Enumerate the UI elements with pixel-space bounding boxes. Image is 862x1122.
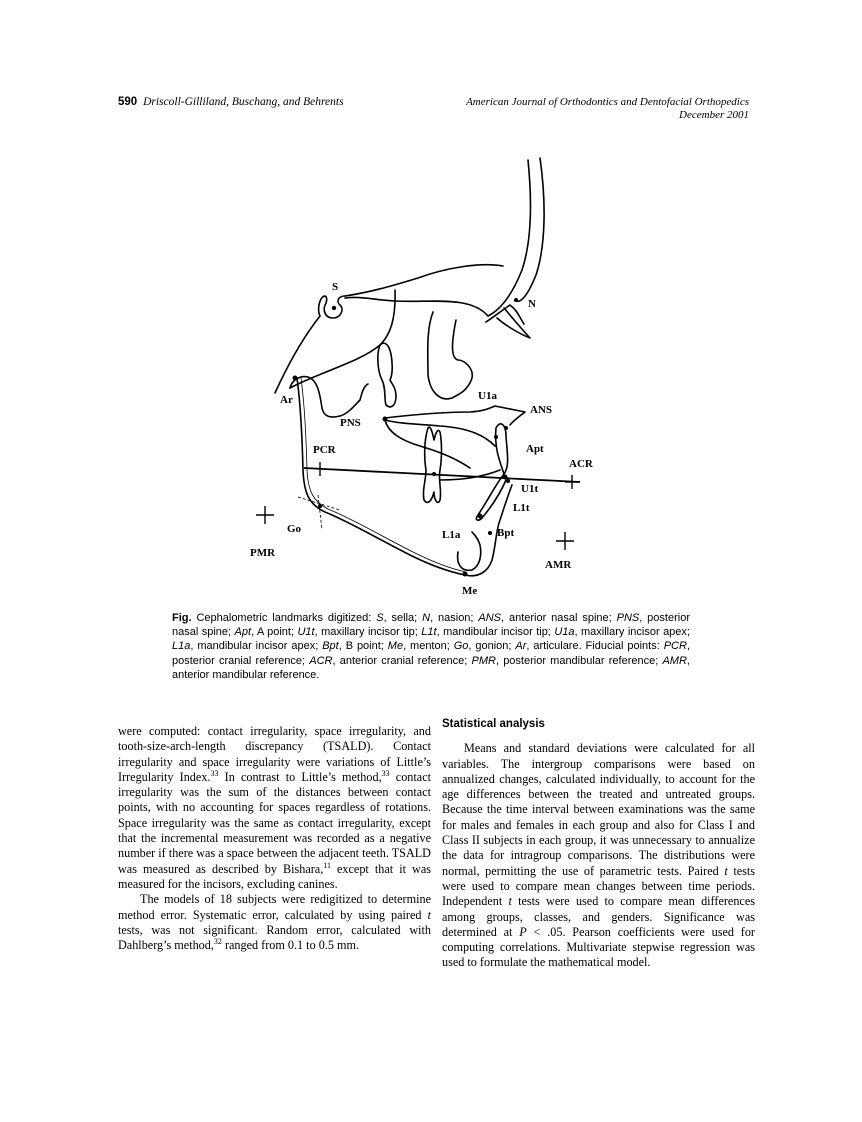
- label-S: S: [332, 281, 339, 293]
- paragraph: Means and standard deviations were calculated for all variables. The intergroup comparisons were based on annualized changes, calculated individually, to account for the age differences between the treated and untreated groups. Because the time interval between examinations was the same for males and females in each group and also for Class I and Class II subjects in each group, it was unnecessary to annualize the data for intragroup comparisons. The distributions were normal, permitting the use of parametric tests. Paired t tests were used to compare mean changes between time periods. Independent t tests were used to compare mean differences among groups, classes, and genders. Significance was determined at P < .05. Pearson coefficients were used for computing correlations. Multivariate stepwise regression was used to formulate the mathematical model.: [442, 741, 755, 970]
- label-ANS: ANS: [530, 404, 553, 416]
- label-L1t: L1t: [513, 502, 530, 514]
- author-list: Driscoll-Gilliland, Buschang, and Behrents: [143, 96, 344, 108]
- left-column: [118, 724, 431, 953]
- caption-abbrev: L1t: [421, 626, 437, 639]
- label-PCR: PCR: [313, 444, 336, 456]
- right-column: [442, 718, 755, 971]
- caption-abbrev: ACR: [309, 654, 333, 667]
- caption-abbrev: N: [422, 612, 431, 624]
- caption-abbrev: U1a: [554, 626, 575, 639]
- caption-abbrev: Apt: [234, 626, 252, 639]
- caption-abbrev: U1t: [297, 626, 315, 639]
- caption-abbrev: ANS: [478, 612, 502, 624]
- label-PNS: PNS: [340, 417, 361, 429]
- caption-abbrev: PCR: [663, 640, 687, 653]
- citation: 32: [213, 937, 222, 947]
- label-Ar: Ar: [280, 394, 293, 406]
- caption-abbrev: Bpt: [322, 640, 339, 653]
- figure-caption: [172, 611, 690, 682]
- caption-definitions: S, sella; N, nasion; ANS, anterior nasal spine; PNS, posterior nasal spine; Apt, A point; U1t, maxillary incisor tip; L1t, mandibular incisor tip; U1a, maxillary incisor apex; L1a, mandibular incisor apex; Bpt, B point; Me, menton; Go, gonion; Ar, articulare. Fiducial points: PCR, posterior cranial reference; ACR, anterior cranial reference; PMR, posterior mandibular reference; AMR, anterior mandibular reference.: [172, 612, 690, 681]
- citation: 33: [381, 768, 390, 778]
- label-Go: Go: [287, 523, 302, 535]
- label-U1a: U1a: [478, 390, 497, 402]
- caption-abbrev: L1a: [172, 640, 191, 653]
- page-number: 590: [118, 96, 138, 108]
- caption-abbrev: Me: [387, 640, 404, 653]
- journal-title: American Journal of Orthodontics and Dentofacial Orthopedics: [466, 96, 749, 108]
- caption-lead: Fig.: [172, 612, 192, 624]
- caption-abbrev: AMR: [662, 654, 687, 667]
- citation: 33: [210, 768, 219, 778]
- paragraph: were computed: contact irregularity, space irregularity, and tooth-size-arch-length discrepancy (TSALD). Contact irregularity and space irregularity were variations of Little’s Irregularity Index.$^{33}$ In contrast to Little’s method,$^{33}$ contact irregularity was the sum of the distances between contact points, with no accounting for spaces regardless of rotations. Space irregularity was the same as contact irregularity, except that the incremental measurement was recorded as a negative number if there was a space between the adjacent teeth. TSALD was measured as described by Bishara,$^{11}$ except that it was measured for the incisors, excluding canines.: [118, 724, 431, 891]
- label-Me: Me: [462, 585, 478, 597]
- caption-intro: Cephalometric landmarks digitized:: [191, 612, 377, 624]
- caption-abbrev: PNS: [616, 612, 640, 624]
- paragraph: The models of 18 subjects were redigitized to determine method error. Systematic error, calculated by using paired t tests, was not significant. Random error, calculated with Dahlberg’s method,$^{32}$ ranged from 0.1 to 0.5 mm.: [118, 892, 431, 953]
- caption-abbrev: Ar: [515, 640, 527, 653]
- label-AMR: AMR: [545, 559, 572, 571]
- label-Bpt: Bpt: [497, 527, 515, 539]
- label-N: N: [528, 298, 536, 310]
- label-ACR: ACR: [569, 458, 593, 470]
- issue-date: December 2001: [679, 109, 749, 121]
- caption-abbrev: Go: [453, 640, 469, 653]
- citation: 11: [323, 860, 331, 870]
- section-heading: Statistical analysis: [442, 718, 545, 730]
- caption-abbrev: PMR: [471, 654, 496, 667]
- label-PMR: PMR: [250, 547, 276, 559]
- label-Apt: Apt: [526, 443, 544, 455]
- label-L1a: L1a: [442, 529, 461, 541]
- caption-abbrev: S: [376, 612, 384, 624]
- label-U1t: U1t: [521, 483, 539, 495]
